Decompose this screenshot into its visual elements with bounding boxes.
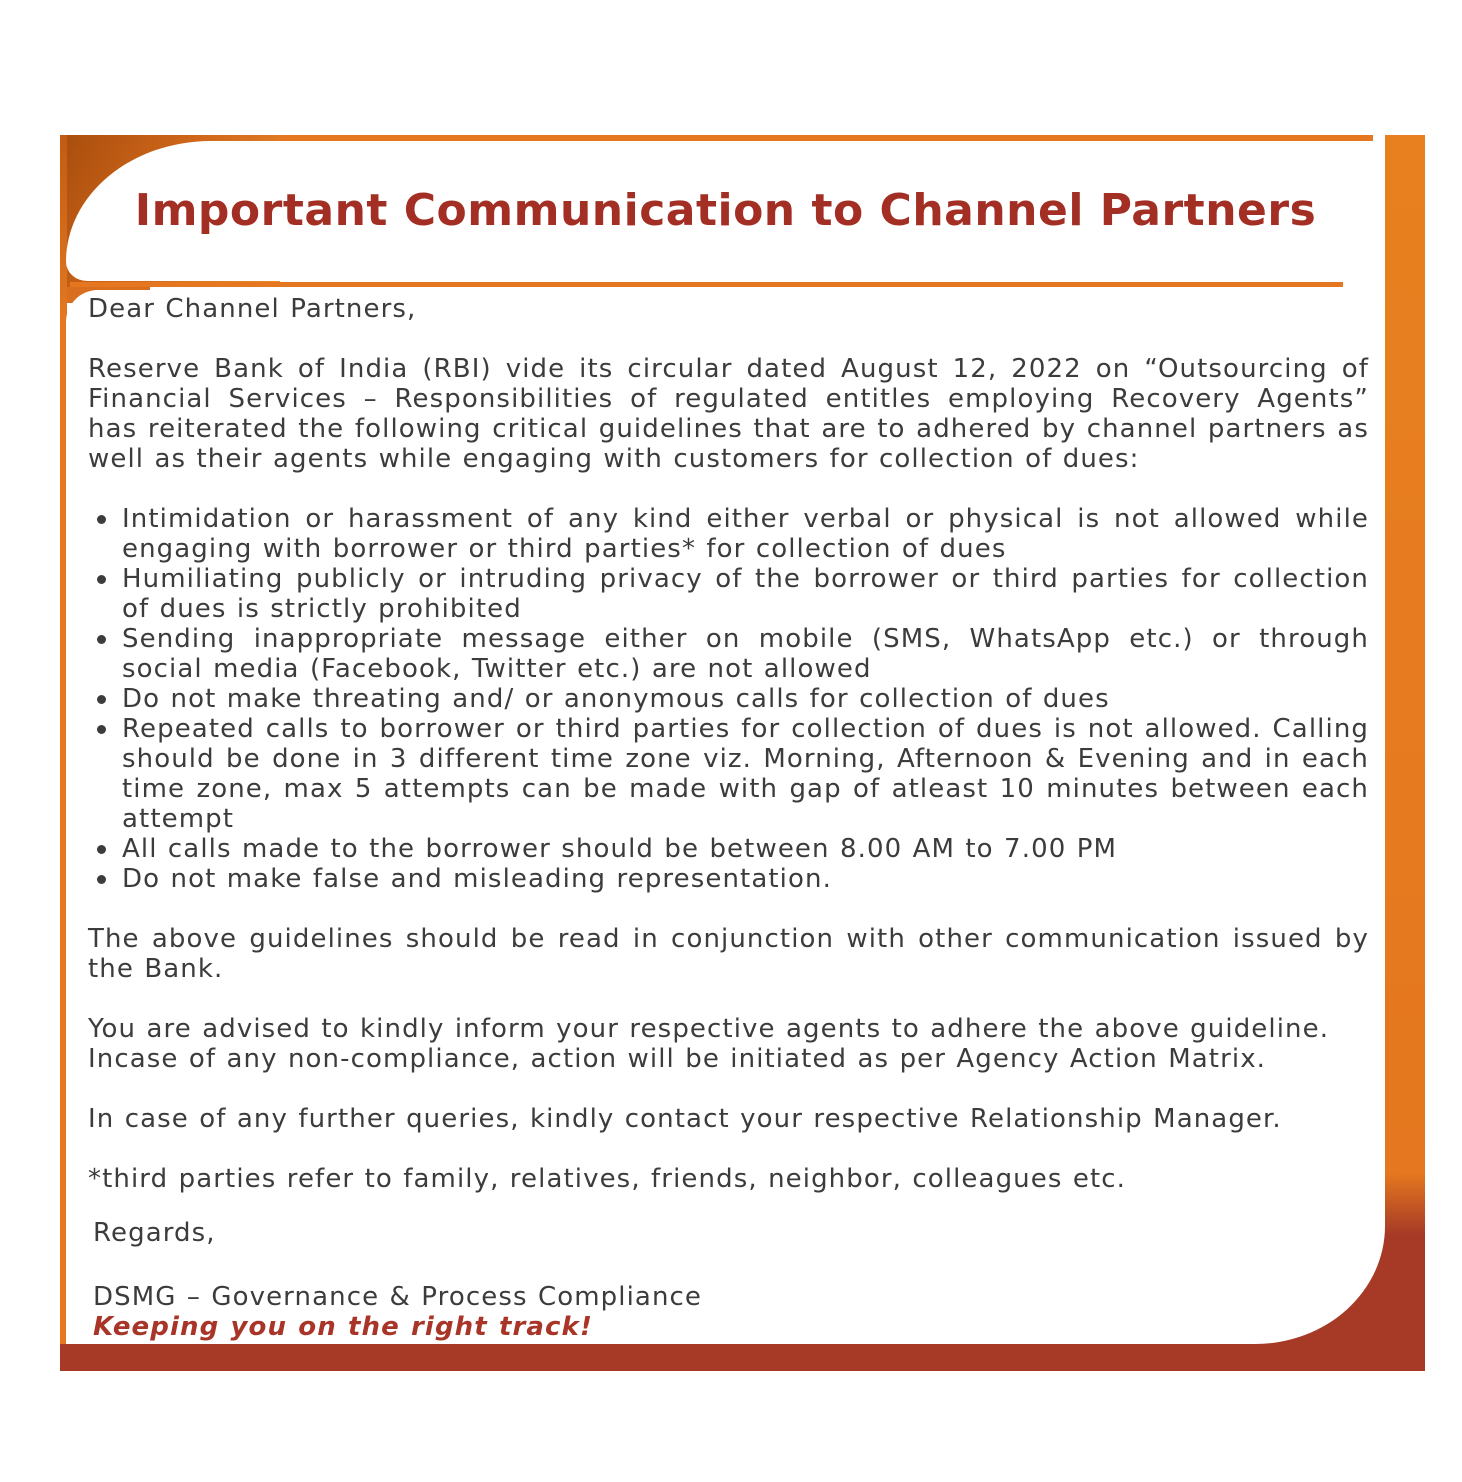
salutation: Dear Channel Partners, <box>88 294 417 324</box>
page-title: Important Communication to Channel Partners <box>134 185 1317 236</box>
bullet-dot-icon <box>95 834 122 864</box>
list-item <box>95 564 1369 624</box>
list-item <box>95 624 1369 684</box>
list-item-text: Intimidation or harassment of any kind either verbal or physical is not allowed while engaging with borrower or third parties* for collection of dues <box>122 504 1369 564</box>
bullet-dot-icon <box>95 864 122 894</box>
list-item-text: Sending inappropriate message either on mobile (SMS, WhatsApp etc.) or through social media (Facebook, Twitter etc.) are not allowed <box>122 624 1369 684</box>
list-item <box>95 834 1369 864</box>
bullet-dot-icon <box>95 504 122 564</box>
list-item-text: Repeated calls to borrower or third parties for collection of dues is not allowed. Calling should be done in 3 different time zone viz. Morning, Afternoon & Evening and in each time zone, max 5 attempts can be made with gap of atleast 10 minutes between each attempt <box>122 714 1369 834</box>
tagline: Keeping you on the right track! <box>93 1312 593 1342</box>
third-parties-note: *third parties refer to family, relatives, friends, neighbor, colleagues etc. <box>88 1164 1127 1194</box>
guidelines-paragraph: The above guidelines should be read in conjunction with other communication issued by the Bank. <box>88 924 1369 984</box>
advise-line-1: You are advised to kindly inform your respective agents to adhere the above guideline. <box>88 1014 1330 1044</box>
title-underline <box>70 282 1343 287</box>
list-item <box>95 864 1369 894</box>
list-item-text: Humiliating publicly or intruding privacy of the borrower or third parties for collection of dues is strictly prohibited <box>122 564 1369 624</box>
guidelines-list <box>88 504 1369 894</box>
queries-paragraph: In case of any further queries, kindly contact your respective Relationship Manager. <box>88 1104 1282 1134</box>
bullet-dot-icon <box>95 684 122 714</box>
list-item-text: All calls made to the borrower should be between 8.00 AM to 7.00 PM <box>122 834 1118 864</box>
bullet-dot-icon <box>95 714 122 834</box>
advise-line-2: Incase of any non-compliance, action will be initiated as per Agency Action Matrix. <box>88 1044 1267 1074</box>
frame-bottom-bar <box>60 1344 1425 1371</box>
list-item-text: Do not make false and misleading representation. <box>122 864 832 894</box>
regards: Regards, <box>93 1218 216 1248</box>
content-panel <box>66 290 1385 1344</box>
title-banner <box>66 141 1385 281</box>
bullet-dot-icon <box>95 564 122 624</box>
intro-paragraph: Reserve Bank of India (RBI) vide its circular dated August 12, 2022 on “Outsourcing of Financial Services – Responsibilities of regulated entitles employing Recovery Agents” has reiterated the following critical guidelines that are to adhered by channel partners as well as their agents while engaging with customers for collection of dues: <box>88 354 1369 474</box>
signature: DSMG – Governance & Process Compliance <box>93 1282 703 1312</box>
list-item <box>95 684 1369 714</box>
list-item <box>95 714 1369 834</box>
bullet-dot-icon <box>95 624 122 684</box>
list-item-text: Do not make threating and/ or anonymous calls for collection of dues <box>122 684 1110 714</box>
frame-right-band <box>1385 135 1425 1371</box>
list-item <box>95 504 1369 564</box>
